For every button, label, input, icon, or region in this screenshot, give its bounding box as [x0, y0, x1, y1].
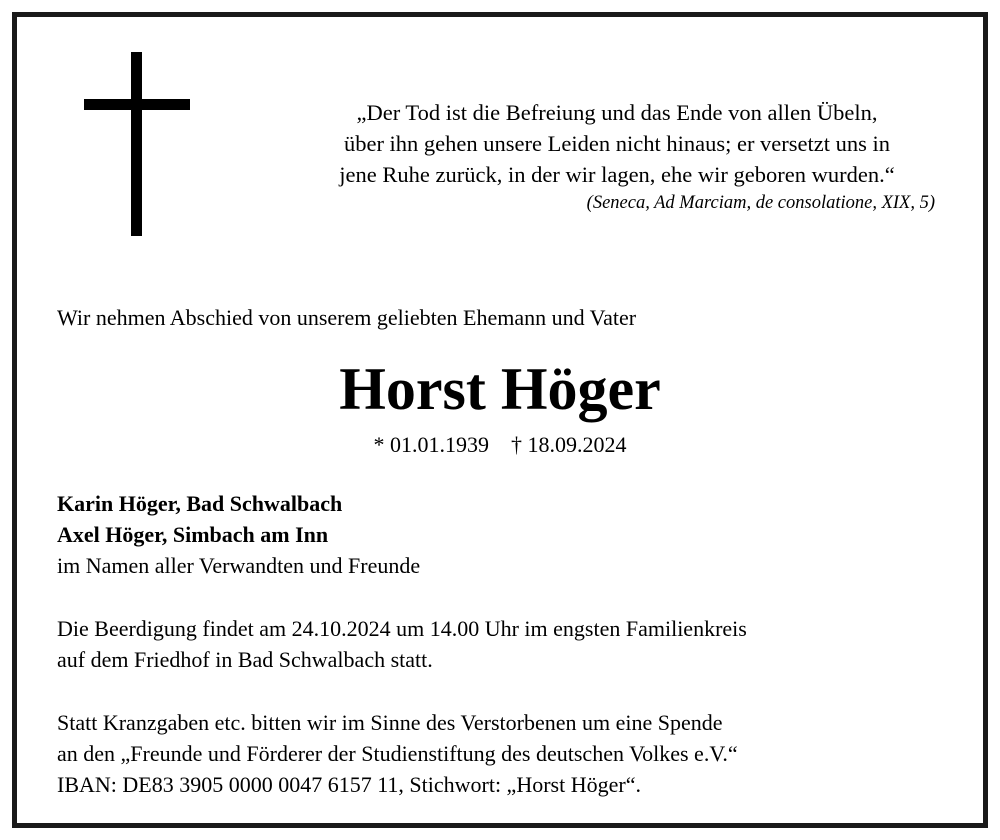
epigraph-quote — [287, 97, 947, 190]
cross-horizontal-bar — [84, 99, 190, 110]
quote-source: (Seneca, Ad Marciam, de consolatione, XIX, 5) — [586, 193, 935, 213]
funeral-line-1: Die Beerdigung findet am 24.10.2024 um 14.00 Uhr im engsten Familienkreis — [57, 616, 747, 641]
bereaved-person-2: Axel Höger, Simbach am Inn — [57, 522, 329, 547]
bereaved-list — [57, 488, 420, 581]
deceased-name: Horst Höger — [339, 356, 661, 422]
funeral-notice — [57, 613, 747, 675]
donation-line-2: an den „Freunde und Förderer der Studienstiftung des deutschen Volkes e.V.“ — [57, 741, 738, 766]
quote-line-2: über ihn gehen unsere Leiden nicht hinaus; er versetzt uns in — [343, 131, 891, 156]
bereaved-person-1: Karin Höger, Bad Schwalbach — [57, 491, 343, 516]
quote-line-3: jene Ruhe zurück, in der wir lagen, ehe wir geboren wurden.“ — [339, 162, 895, 187]
bereaved-others: im Namen aller Verwandten und Freunde — [57, 553, 421, 578]
death-date: † 18.09.2024 — [511, 432, 627, 457]
donation-notice — [57, 707, 738, 800]
birth-date: * 01.01.1939 — [373, 432, 489, 457]
farewell-intro: Wir nehmen Abschied von unserem geliebten Ehemann und Vater — [57, 305, 637, 330]
funeral-line-2: auf dem Friedhof in Bad Schwalbach statt. — [57, 647, 433, 672]
donation-line-1: Statt Kranzgaben etc. bitten wir im Sinne des Verstorbenen um eine Spende — [57, 710, 723, 735]
cross-vertical-bar — [131, 52, 142, 236]
obituary-frame — [12, 12, 988, 828]
donation-iban: IBAN: DE83 3905 0000 0047 6157 11, Stichwort: „Horst Höger“. — [57, 772, 641, 797]
quote-line-1: „Der Tod ist die Befreiung und das Ende von allen Übeln, — [356, 100, 878, 125]
life-dates — [17, 432, 983, 458]
